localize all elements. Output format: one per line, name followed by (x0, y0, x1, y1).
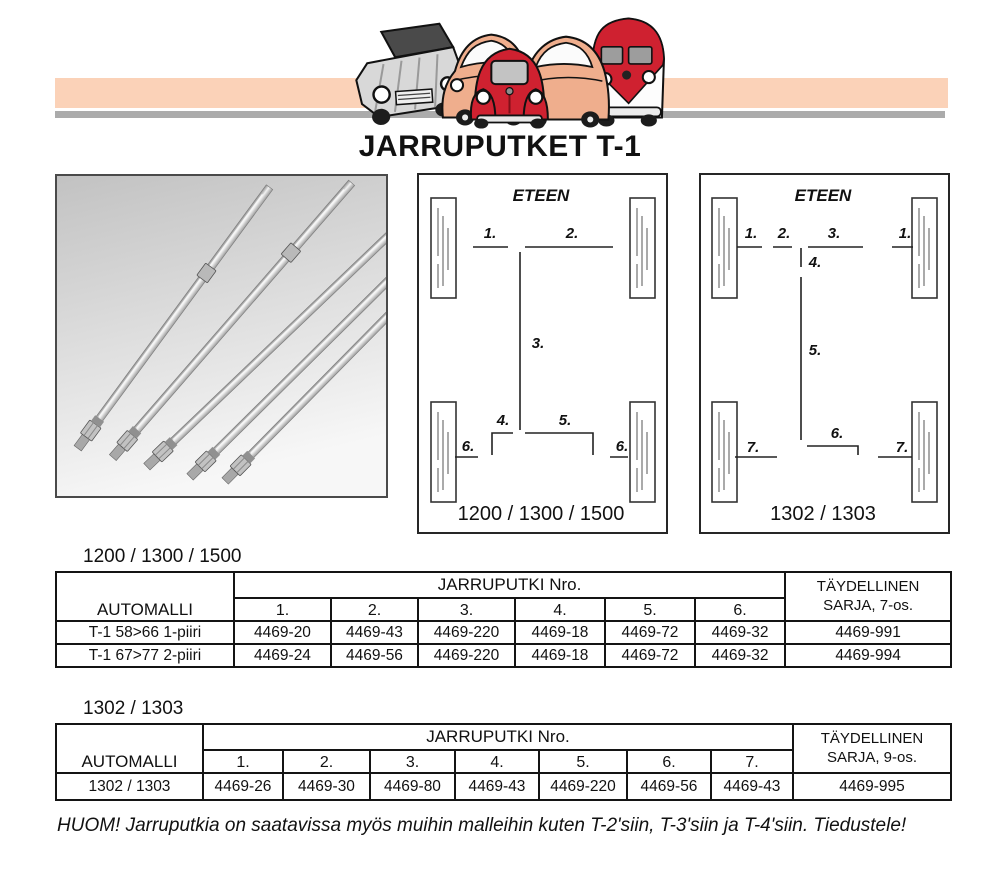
wheel-bottom-left (431, 402, 456, 502)
pipe-label-5: 5. (558, 412, 572, 429)
front-diagram-1200 (417, 173, 668, 534)
number-header-cell: 4. (455, 750, 539, 773)
wheel-bottom-right (912, 402, 937, 502)
pipe-label-1: 1. (483, 225, 497, 242)
part-cell: 4469-32 (695, 644, 785, 667)
model-header-cell: AUTOMALLI (56, 724, 203, 773)
table-row (56, 621, 951, 644)
number-header-cell: 2. (331, 598, 418, 621)
model-header-cell: AUTOMALLI (56, 572, 234, 621)
set-cell: 4469-991 (785, 621, 951, 644)
set-cell: 4469-994 (785, 644, 951, 667)
pipe-label-7-right: 7. (895, 439, 909, 456)
footer-note: HUOM! Jarruputkia on saatavissa myös muihin malleihin kuten T-2'siin, T-3'siin ja T-4'siin. Tiedustele! (57, 815, 907, 836)
wheel-top-left (431, 198, 456, 298)
pipe-label-6-right: 6. (615, 438, 629, 455)
pipe-label-3: 3. (531, 335, 545, 352)
header-row (56, 572, 951, 598)
model-cell: T-1 58>66 1-piiri (56, 621, 234, 644)
diagram-heading: ETEEN (794, 186, 852, 205)
number-header-cell: 4. (515, 598, 605, 621)
pipe-label-6: 6. (830, 425, 844, 442)
part-cell: 4469-43 (711, 773, 793, 800)
part-cell: 4469-30 (283, 773, 370, 800)
part-cell: 4469-18 (515, 621, 605, 644)
pipe-label-5: 5. (808, 342, 822, 359)
number-header-cell: 5. (605, 598, 695, 621)
pipe-label-4: 4. (496, 412, 510, 429)
page-title: JARRUPUTKET T-1 (358, 130, 642, 163)
part-cell: 4469-56 (331, 644, 418, 667)
part-cell: 4469-220 (418, 621, 515, 644)
set-header-line2: SARJA, 9-os. (826, 748, 918, 766)
set-header-cell (785, 572, 951, 621)
pipe-label-2: 2. (565, 225, 579, 242)
number-header-cell: 6. (695, 598, 785, 621)
parts-table-1302 (55, 723, 952, 801)
number-header-cell: 1. (234, 598, 331, 621)
table-row (56, 644, 951, 667)
diagram-caption: 1302 / 1303 (770, 503, 876, 525)
model-cell: T-1 67>77 2-piiri (56, 644, 234, 667)
part-cell: 4469-43 (455, 773, 539, 800)
set-header-line2: SARJA, 7-os. (823, 596, 914, 614)
part-cell: 4469-24 (234, 644, 331, 667)
header-row (56, 724, 951, 750)
pipe-label-1-right: 1. (898, 225, 912, 242)
part-cell: 4469-20 (234, 621, 331, 644)
pipe-label-7-left: 7. (746, 439, 760, 456)
group-header-cell: JARRUPUTKI Nro. (234, 572, 785, 598)
pipe-label-3: 3. (827, 225, 841, 242)
pipe-label-4: 4. (808, 254, 822, 271)
part-cell: 4469-18 (515, 644, 605, 667)
group-header-cell: JARRUPUTKI Nro. (203, 724, 793, 750)
number-header-cell: 3. (370, 750, 455, 773)
set-cell: 4469-995 (793, 773, 951, 800)
diagram-caption: 1200 / 1300 / 1500 (457, 503, 625, 525)
front-diagram-1302 (699, 173, 950, 534)
number-header-cell: 7. (711, 750, 793, 773)
part-cell: 4469-72 (605, 621, 695, 644)
model-cell: 1302 / 1303 (56, 773, 203, 800)
part-cell: 4469-26 (203, 773, 283, 800)
part-cell: 4469-43 (331, 621, 418, 644)
number-header-cell: 6. (627, 750, 711, 773)
section-heading-1200: 1200 / 1300 / 1500 (83, 546, 242, 567)
pipe-label-1-left: 1. (744, 225, 758, 242)
wheel-top-right (630, 198, 655, 298)
set-header-cell (793, 724, 951, 773)
diagram-heading: ETEEN (512, 186, 570, 205)
part-cell: 4469-56 (627, 773, 711, 800)
pipe-label-2: 2. (777, 225, 791, 242)
number-header-cell: 1. (203, 750, 283, 773)
section-heading-1302: 1302 / 1303 (83, 698, 184, 719)
brake-pipes-photo-panel (55, 174, 388, 498)
part-cell: 4469-32 (695, 621, 785, 644)
cars-illustration (350, 10, 668, 130)
set-header-line1: TÄYDELLINEN (820, 730, 924, 748)
wheel-top-right (912, 198, 937, 298)
table-row (56, 773, 951, 800)
wheel-top-left (712, 198, 737, 298)
number-header-cell: 2. (283, 750, 370, 773)
part-cell: 4469-220 (418, 644, 515, 667)
set-header-line1: TÄYDELLINEN (816, 578, 920, 596)
number-header-cell: 3. (418, 598, 515, 621)
part-cell: 4469-220 (539, 773, 627, 800)
number-header-cell: 5. (539, 750, 627, 773)
wheel-bottom-right (630, 402, 655, 502)
parts-table-1200 (55, 571, 952, 668)
wheel-bottom-left (712, 402, 737, 502)
part-cell: 4469-72 (605, 644, 695, 667)
brake-pipes-photo (57, 176, 386, 496)
part-cell: 4469-80 (370, 773, 455, 800)
pipe-label-6-left: 6. (461, 438, 475, 455)
